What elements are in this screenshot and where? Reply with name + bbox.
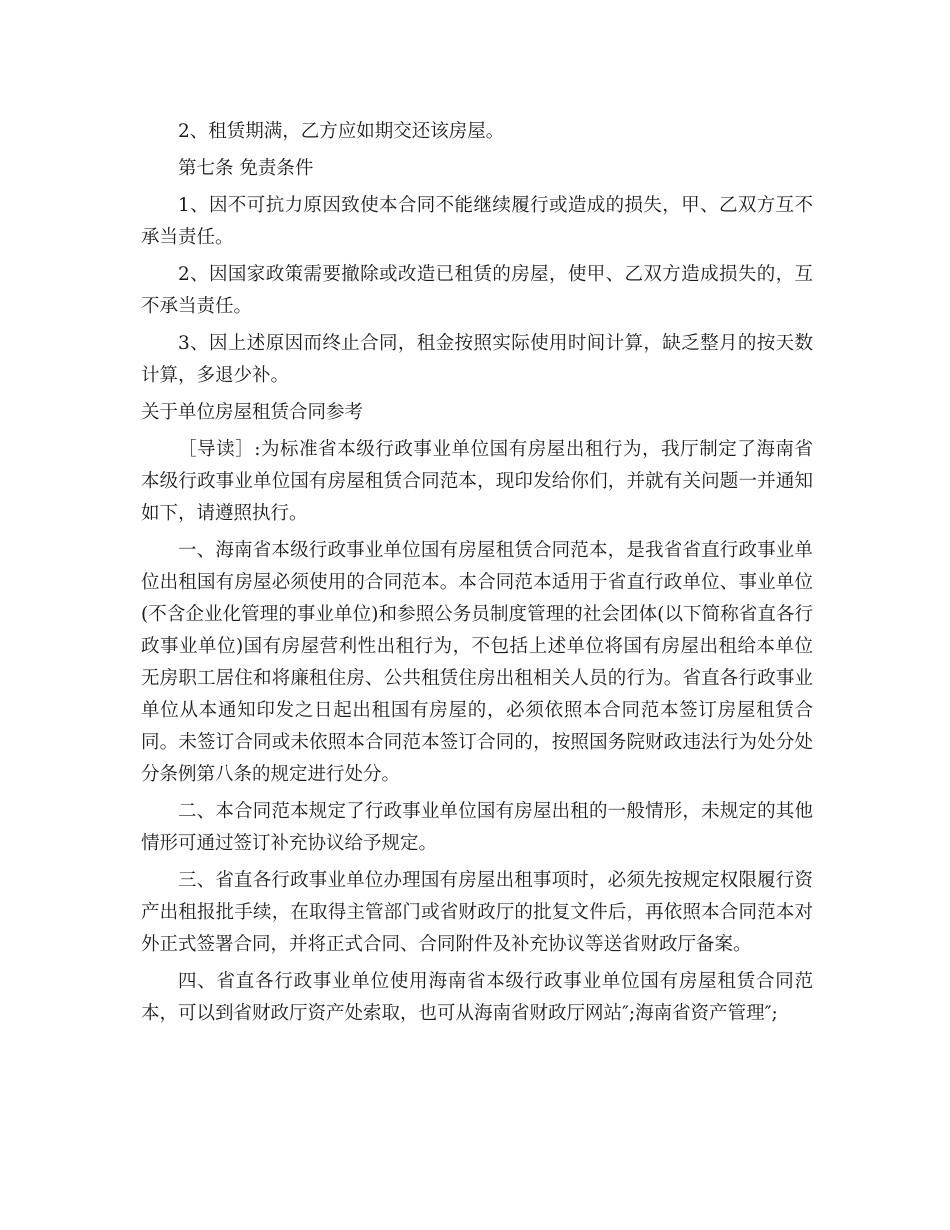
- paragraph-rent-settlement: 3、因上述原因而终止合同，租金按照实际使用时间计算，缺乏整月的按天数计算，多退少补。: [141, 333, 813, 386]
- paragraph-item-1: 一、海南省本级行政事业单位国有房屋租赁合同范本，是我省省直行政事业单位出租国有房屋必须使用的合同范本。本合同范本适用于省直行政单位、事业单位(不含企业化管理的事业单位)和参照公务员制度管理的社会团体(以下简称省直各行政事业单位)国有房屋营利性出租行为，不包括上述单位将国有房屋出租给本单位无房职工居住和将廉租住房、公共租赁住房出租相关人员的行为。省直各行政事业单位从本通知印发之日起出租国有房屋的，必须依照本合同范本签订房屋租赁合同。未签订合同或未依照本合同范本签订合同的，按照国务院财政违法行为处分处分条例第八条的规定进行处分。: [141, 540, 813, 785]
- paragraph-item-3: 三、省直各行政事业单位办理国有房屋出租事项时，必须先按规定权限履行资产出租报批手续，在取得主管部门或省财政厅的批复文件后，再依照本合同范本对外正式签署合同，并将正式合同、合同附件及补充协议等送省财政厅备案。: [141, 870, 813, 955]
- paragraph-force-majeure: 1、因不可抗力原因致使本合同不能继续履行或造成的损失，甲、乙双方互不承当责任。: [141, 195, 813, 248]
- document-title: 关于单位房屋租赁合同参考: [141, 402, 364, 423]
- paragraph-policy-demolition: 2、因国家政策需要撤除或改造已租赁的房屋，使甲、乙双方造成损失的，互不承当责任。: [141, 264, 813, 317]
- paragraph-introduction: ［导读］:为标准省本级行政事业单位国有房屋出租行为，我厅制定了海南省本级行政事业单位国有房屋租赁合同范本，现印发给你们，并就有关问题一并通知如下，请遵照执行。: [141, 439, 813, 524]
- section-heading-article-7: 第七条 免责条件: [178, 158, 314, 179]
- paragraph-lease-expiry: 2、租赁期满，乙方应如期交还该房屋。: [178, 121, 505, 142]
- paragraph-item-4: 四、省直各行政事业单位使用海南省本级行政事业单位国有房屋租赁合同范本，可以到省财政厅资产处索取，也可从海南省财政厅网站″;海南省资产管理″;: [141, 971, 813, 1024]
- document-body: [141, 116, 813, 1035]
- paragraph-item-2: 二、本合同范本规定了行政事业单位国有房屋出租的一般情形，未规定的其他情形可通过签订补充协议给予规定。: [141, 801, 813, 854]
